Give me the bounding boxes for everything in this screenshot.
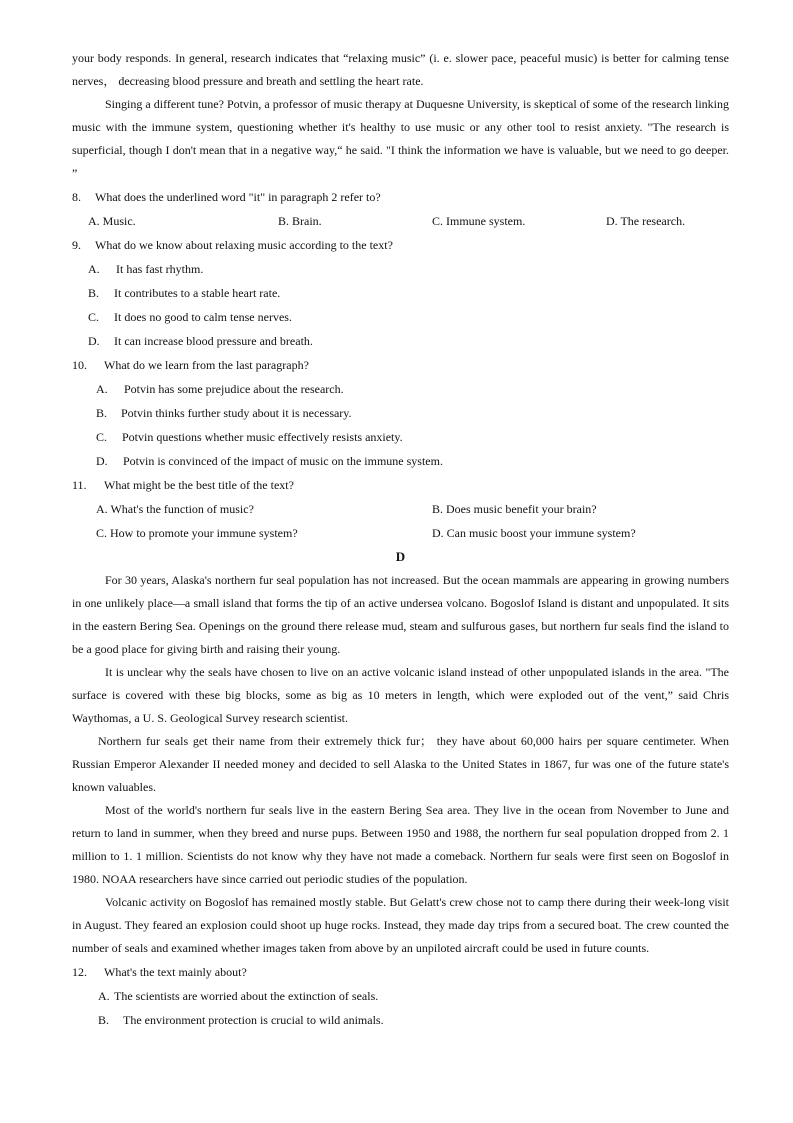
- option-d[interactable]: [72, 329, 729, 353]
- exam-page: [72, 47, 729, 1032]
- option-letter: D.: [96, 454, 108, 468]
- option-a[interactable]: [72, 377, 729, 401]
- option-b[interactable]: [72, 281, 729, 305]
- passage-c-paragraph: your body responds. In general, research indicates that “relaxing music” (i. e. slower pace, peaceful music) is better for calming tense nerves， decreasing blood pressure and breath and settling the heart rate.: [72, 51, 729, 88]
- question-text: What do we learn from the last paragraph?: [104, 358, 309, 372]
- option-b[interactable]: B. Brain.: [278, 214, 322, 228]
- option-text: It has fast rhythm.: [116, 262, 204, 276]
- question-number: 8.: [72, 190, 81, 204]
- option-b[interactable]: B. Does music benefit your brain?: [432, 502, 597, 516]
- question-8: [72, 185, 729, 209]
- question-text: What might be the best title of the text?: [104, 478, 294, 492]
- option-a[interactable]: [72, 984, 729, 1008]
- option-letter: A.: [98, 989, 110, 1003]
- question-11-options-row-2: [72, 521, 729, 545]
- option-letter: A.: [96, 382, 108, 396]
- passage-d-paragraph: For 30 years, Alaska's northern fur seal population has not increased. But the ocean mammals are appearing in growing numbers in one unlikely place—a small island that forms the tip of an active undersea volcano. Bogoslof Island is distant and unpopulated. It sits in the eastern Bering Sea. Openings on the ground there release mud, steam and sulfurous gases, but northern fur seals find the island to be a good place for giving birth and raising their young.: [72, 573, 729, 656]
- option-text: Potvin is convinced of the impact of music on the immune system.: [123, 454, 443, 468]
- question-9: [72, 233, 729, 257]
- option-c[interactable]: [72, 425, 729, 449]
- option-letter: D.: [88, 334, 100, 348]
- option-text: The scientists are worried about the extinction of seals.: [114, 989, 379, 1003]
- question-8-options: [72, 209, 729, 233]
- option-b[interactable]: [72, 1008, 729, 1032]
- option-b[interactable]: [72, 401, 729, 425]
- question-number: 11.: [72, 478, 87, 492]
- question-number: 12.: [72, 965, 87, 979]
- passage-d-paragraph: Northern fur seals get their name from their extremely thick fur； they have about 60,000 hairs per square centimeter. When Russian Emperor Alexander II needed money and decided to sell Alaska to the United States in 1867, fur was one of the future state's known valuables.: [72, 734, 729, 794]
- option-text: It can increase blood pressure and breath.: [114, 334, 313, 348]
- question-11-options-row-1: [72, 497, 729, 521]
- passage-d-paragraph: Most of the world's northern fur seals live in the eastern Bering Sea area. They live in the ocean from November to June and return to land in summer, when they breed and nurse pups. Between 1950 and 1988, the northern fur seal population dropped from 2. 1 million to 1. 1 million. Scientists do not know why they have not made a comeback. Northern fur seals were first seen on Bogoslof in 1980. NOAA researchers have since carried out periodic studies of the population.: [72, 803, 729, 886]
- option-letter: C.: [96, 430, 108, 444]
- option-text: Potvin thinks further study about it is necessary.: [121, 406, 352, 420]
- option-c[interactable]: C. Immune system.: [432, 214, 526, 228]
- question-10: [72, 353, 729, 377]
- passage-d-paragraph: Volcanic activity on Bogoslof has remained mostly stable. But Gelatt's crew chose not to camp there during their week-long visit in August. They feared an explosion could shoot up huge rocks. Instead, they made day trips from a secured boat. The crew counted the number of seals and examined whether images taken from above by an unpiloted aircraft could be used in future counts.: [72, 895, 729, 955]
- option-text: It does no good to calm tense nerves.: [114, 310, 292, 324]
- option-c[interactable]: [72, 305, 729, 329]
- option-letter: C.: [88, 310, 100, 324]
- option-a[interactable]: [72, 257, 729, 281]
- option-a[interactable]: A. What's the function of music?: [96, 502, 254, 516]
- option-d[interactable]: [72, 449, 729, 473]
- question-number: 9.: [72, 238, 81, 252]
- option-d[interactable]: D. Can music boost your immune system?: [432, 526, 636, 540]
- option-text: The environment protection is crucial to wild animals.: [123, 1013, 384, 1027]
- question-text: What do we know about relaxing music according to the text?: [95, 238, 393, 252]
- passage-d-paragraph: It is unclear why the seals have chosen to live on an active volcanic island instead of other unpopulated islands in the area. "The surface is covered with these big blocks, some as big as 10 meters in length, which were exploded out of the vent,” said Chris Waythomas, a U. S. Geological Survey research scientist.: [72, 665, 729, 725]
- option-letter: B.: [96, 406, 108, 420]
- option-a[interactable]: A. Music.: [88, 214, 136, 228]
- option-c[interactable]: C. How to promote your immune system?: [96, 526, 298, 540]
- passage-c-paragraph: Singing a different tune? Potvin, a professor of music therapy at Duquesne University, is skeptical of some of the research linking music with the immune system, questioning whether it's healthy to use music or any other tool to resist anxiety. "The research is superficial, though I don't mean that in a negative way,“ he said. "I think the information we have is valuable, but we need to go deeper. ”: [72, 97, 729, 180]
- option-d[interactable]: D. The research.: [606, 214, 686, 228]
- option-letter: B.: [88, 286, 100, 300]
- option-letter: B.: [98, 1013, 110, 1027]
- question-text: What's the text mainly about?: [104, 965, 247, 979]
- section-title: D: [395, 549, 406, 564]
- question-number: 10.: [72, 358, 87, 372]
- option-text: It contributes to a stable heart rate.: [114, 286, 281, 300]
- question-text: What does the underlined word "it" in paragraph 2 refer to?: [95, 190, 381, 204]
- question-12: [72, 960, 729, 984]
- option-text: Potvin has some prejudice about the research.: [124, 382, 344, 396]
- option-text: Potvin questions whether music effectively resists anxiety.: [122, 430, 403, 444]
- option-letter: A.: [88, 262, 100, 276]
- question-11: [72, 473, 729, 497]
